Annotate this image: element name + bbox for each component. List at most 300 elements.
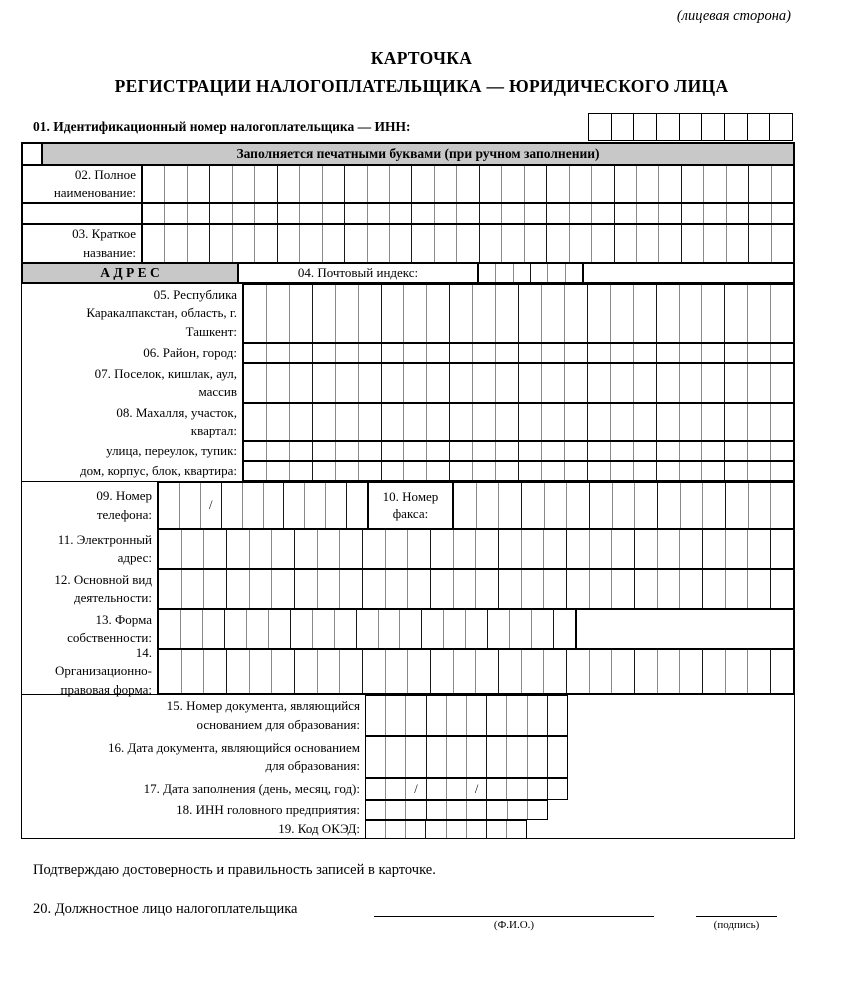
input-cell[interactable] bbox=[724, 285, 747, 342]
input-cell[interactable] bbox=[411, 166, 433, 202]
input-cell[interactable] bbox=[289, 462, 312, 480]
input-cell[interactable] bbox=[543, 570, 566, 608]
input-cell[interactable] bbox=[159, 650, 181, 693]
input-cell[interactable] bbox=[159, 530, 181, 568]
input-cell[interactable] bbox=[289, 364, 312, 402]
input-cell[interactable] bbox=[226, 570, 249, 608]
input-cell[interactable] bbox=[180, 610, 202, 648]
input-cell[interactable] bbox=[358, 344, 381, 362]
input-cell[interactable] bbox=[203, 530, 226, 568]
input-cell[interactable] bbox=[312, 364, 335, 402]
input-cell[interactable] bbox=[486, 821, 506, 838]
input-cell[interactable] bbox=[726, 225, 748, 262]
input-cell[interactable] bbox=[569, 166, 591, 202]
input-cell[interactable] bbox=[403, 364, 426, 402]
input-cell[interactable] bbox=[449, 344, 472, 362]
input-cell[interactable] bbox=[747, 404, 770, 440]
input-cell[interactable] bbox=[472, 285, 495, 342]
input-cell[interactable] bbox=[702, 483, 725, 528]
input-cell[interactable] bbox=[770, 285, 793, 342]
input-cell[interactable] bbox=[403, 442, 426, 460]
input-cell[interactable] bbox=[611, 570, 634, 608]
input-cell[interactable] bbox=[487, 610, 509, 648]
input-cell[interactable] bbox=[530, 264, 547, 282]
input-cell[interactable] bbox=[454, 483, 476, 528]
input-cell[interactable] bbox=[405, 696, 425, 735]
input-cell[interactable] bbox=[566, 530, 589, 568]
input-cell[interactable] bbox=[434, 225, 456, 262]
input-cell[interactable] bbox=[633, 114, 656, 140]
input-cell[interactable] bbox=[771, 166, 793, 202]
input-cell[interactable] bbox=[449, 404, 472, 440]
input-cell[interactable] bbox=[362, 530, 385, 568]
input-cell[interactable] bbox=[611, 650, 634, 693]
input-cell[interactable] bbox=[479, 166, 501, 202]
input-cell[interactable] bbox=[271, 530, 294, 568]
input-cell[interactable] bbox=[456, 204, 478, 223]
input-cell[interactable] bbox=[701, 285, 724, 342]
input-cell[interactable] bbox=[770, 344, 793, 362]
input-cell[interactable] bbox=[466, 696, 486, 735]
input-cell[interactable] bbox=[244, 364, 266, 402]
input-cell[interactable] bbox=[403, 404, 426, 440]
input-cell[interactable] bbox=[335, 462, 358, 480]
input-cell[interactable] bbox=[546, 204, 568, 223]
input-cell[interactable] bbox=[703, 225, 725, 262]
input-cell[interactable] bbox=[411, 204, 433, 223]
input-cell[interactable] bbox=[181, 530, 204, 568]
input-cell[interactable] bbox=[312, 404, 335, 440]
input-cell[interactable] bbox=[289, 344, 312, 362]
input-cell[interactable] bbox=[521, 483, 544, 528]
input-cell[interactable] bbox=[747, 650, 770, 693]
input-cell[interactable] bbox=[143, 225, 164, 262]
input-cell[interactable] bbox=[283, 483, 304, 528]
input-cell[interactable] bbox=[356, 610, 378, 648]
input-cell[interactable] bbox=[547, 737, 567, 777]
input-cell[interactable] bbox=[475, 570, 498, 608]
input-cell[interactable] bbox=[701, 364, 724, 402]
input-cell[interactable] bbox=[322, 225, 344, 262]
input-cell[interactable] bbox=[358, 285, 381, 342]
input-cell[interactable] bbox=[426, 364, 449, 402]
input-cell[interactable] bbox=[495, 462, 518, 480]
input-cell[interactable] bbox=[367, 225, 389, 262]
input-cell[interactable] bbox=[403, 344, 426, 362]
input-cell[interactable] bbox=[358, 442, 381, 460]
input-cell[interactable] bbox=[187, 204, 209, 223]
input-cell[interactable] bbox=[434, 166, 456, 202]
input-cell[interactable] bbox=[486, 696, 506, 735]
input-cell[interactable] bbox=[565, 264, 582, 282]
input-cell[interactable] bbox=[449, 442, 472, 460]
input-cell[interactable] bbox=[389, 204, 411, 223]
input-cell[interactable] bbox=[657, 530, 680, 568]
input-cell[interactable] bbox=[679, 570, 702, 608]
input-cell[interactable] bbox=[226, 650, 249, 693]
input-cell[interactable] bbox=[181, 570, 204, 608]
input-cell[interactable] bbox=[430, 570, 453, 608]
input-cell[interactable] bbox=[143, 166, 164, 202]
input-cell[interactable] bbox=[612, 483, 635, 528]
input-cell[interactable] bbox=[254, 204, 276, 223]
input-cell[interactable] bbox=[701, 442, 724, 460]
input-cell[interactable] bbox=[164, 166, 186, 202]
input-cell[interactable] bbox=[546, 166, 568, 202]
input-cell[interactable] bbox=[472, 404, 495, 440]
input-cell[interactable] bbox=[724, 114, 747, 140]
input-cell[interactable] bbox=[346, 483, 367, 528]
input-cell[interactable] bbox=[335, 285, 358, 342]
input-cell[interactable] bbox=[507, 801, 527, 819]
input-cell[interactable] bbox=[335, 404, 358, 440]
input-cell[interactable] bbox=[242, 483, 263, 528]
input-cell[interactable] bbox=[367, 166, 389, 202]
input-cell[interactable] bbox=[449, 364, 472, 402]
input-cell[interactable] bbox=[521, 530, 544, 568]
input-cell[interactable] bbox=[358, 364, 381, 402]
signature-line[interactable] bbox=[696, 897, 777, 917]
input-cell[interactable] bbox=[339, 570, 362, 608]
input-cell[interactable] bbox=[385, 530, 408, 568]
input-cell[interactable] bbox=[475, 650, 498, 693]
input-cell[interactable] bbox=[449, 285, 472, 342]
input-cell[interactable] bbox=[426, 462, 449, 480]
input-cell[interactable] bbox=[426, 404, 449, 440]
input-cell[interactable] bbox=[289, 285, 312, 342]
input-cell[interactable] bbox=[159, 483, 179, 528]
input-cell[interactable] bbox=[589, 570, 612, 608]
input-cell[interactable] bbox=[724, 404, 747, 440]
input-cell[interactable] bbox=[294, 530, 317, 568]
input-cell[interactable] bbox=[426, 344, 449, 362]
input-cell[interactable] bbox=[244, 344, 266, 362]
input-cell[interactable] bbox=[385, 650, 408, 693]
input-cell[interactable] bbox=[506, 696, 526, 735]
input-cell[interactable] bbox=[702, 570, 725, 608]
input-cell[interactable] bbox=[312, 285, 335, 342]
input-cell[interactable] bbox=[726, 204, 748, 223]
input-cell[interactable] bbox=[748, 166, 770, 202]
input-cell[interactable] bbox=[249, 650, 272, 693]
input-cell[interactable] bbox=[509, 610, 531, 648]
input-cell[interactable] bbox=[143, 204, 164, 223]
input-cell[interactable] bbox=[634, 483, 657, 528]
input-cell[interactable] bbox=[381, 442, 404, 460]
input-cell[interactable] bbox=[425, 821, 445, 838]
input-cell[interactable] bbox=[747, 344, 770, 362]
input-cell[interactable] bbox=[770, 530, 793, 568]
input-cell[interactable] bbox=[681, 166, 703, 202]
input-cell[interactable] bbox=[506, 737, 526, 777]
input-cell[interactable] bbox=[430, 530, 453, 568]
input-cell[interactable] bbox=[339, 530, 362, 568]
input-cell[interactable] bbox=[466, 737, 486, 777]
input-cell[interactable] bbox=[203, 650, 226, 693]
input-cell[interactable] bbox=[589, 530, 612, 568]
input-cell[interactable] bbox=[747, 530, 770, 568]
input-cell[interactable] bbox=[312, 610, 334, 648]
input-cell[interactable] bbox=[527, 696, 547, 735]
input-cell[interactable] bbox=[294, 570, 317, 608]
input-cell[interactable] bbox=[610, 285, 633, 342]
input-cell[interactable] bbox=[403, 285, 426, 342]
input-cell[interactable] bbox=[430, 650, 453, 693]
input-cell[interactable] bbox=[547, 696, 567, 735]
input-cell[interactable] bbox=[770, 570, 793, 608]
input-cell[interactable] bbox=[453, 530, 476, 568]
input-cell[interactable] bbox=[362, 570, 385, 608]
input-cell[interactable] bbox=[658, 204, 680, 223]
input-cell[interactable] bbox=[232, 225, 254, 262]
input-cell[interactable] bbox=[587, 404, 610, 440]
input-cell[interactable] bbox=[524, 166, 546, 202]
input-cell[interactable] bbox=[426, 737, 446, 777]
input-cell[interactable] bbox=[466, 801, 486, 819]
input-cell[interactable] bbox=[446, 696, 466, 735]
input-cell[interactable] bbox=[681, 204, 703, 223]
input-cell[interactable] bbox=[541, 404, 564, 440]
input-cell[interactable] bbox=[701, 114, 724, 140]
input-cell[interactable] bbox=[164, 225, 186, 262]
input-cell[interactable] bbox=[702, 530, 725, 568]
input-cell[interactable] bbox=[541, 285, 564, 342]
input-cell[interactable] bbox=[344, 225, 366, 262]
input-cell[interactable] bbox=[385, 696, 405, 735]
input-cell[interactable] bbox=[486, 737, 506, 777]
input-cell[interactable] bbox=[566, 570, 589, 608]
input-cell[interactable] bbox=[564, 462, 587, 480]
input-cell[interactable] bbox=[366, 821, 385, 838]
input-cell[interactable] bbox=[770, 442, 793, 460]
input-cell[interactable] bbox=[322, 166, 344, 202]
input-cell[interactable] bbox=[748, 225, 770, 262]
input-cell[interactable] bbox=[769, 114, 792, 140]
input-cell[interactable] bbox=[405, 737, 425, 777]
input-cell[interactable] bbox=[277, 225, 299, 262]
input-cell[interactable] bbox=[541, 344, 564, 362]
input-cell[interactable] bbox=[656, 364, 679, 402]
input-cell[interactable] bbox=[209, 166, 231, 202]
input-cell[interactable] bbox=[317, 650, 340, 693]
input-cell[interactable] bbox=[656, 114, 679, 140]
input-cell[interactable] bbox=[479, 264, 495, 282]
input-cell[interactable] bbox=[407, 530, 430, 568]
input-cell[interactable] bbox=[610, 404, 633, 440]
input-cell[interactable] bbox=[254, 225, 276, 262]
input-cell[interactable] bbox=[335, 344, 358, 362]
input-cell[interactable] bbox=[679, 442, 702, 460]
input-cell[interactable] bbox=[381, 404, 404, 440]
input-cell[interactable] bbox=[656, 442, 679, 460]
input-cell[interactable] bbox=[725, 530, 748, 568]
input-cell[interactable] bbox=[501, 225, 523, 262]
input-cell[interactable] bbox=[299, 166, 321, 202]
input-cell[interactable] bbox=[724, 364, 747, 402]
input-cell[interactable] bbox=[748, 204, 770, 223]
input-cell[interactable] bbox=[385, 821, 405, 838]
input-cell[interactable] bbox=[611, 114, 634, 140]
input-cell[interactable] bbox=[456, 225, 478, 262]
input-cell[interactable] bbox=[266, 404, 289, 440]
input-cell[interactable] bbox=[476, 483, 499, 528]
input-cell[interactable] bbox=[465, 610, 487, 648]
input-cell[interactable] bbox=[426, 779, 446, 799]
input-cell[interactable] bbox=[246, 610, 268, 648]
input-cell[interactable] bbox=[543, 650, 566, 693]
input-cell[interactable] bbox=[159, 610, 180, 648]
input-cell[interactable] bbox=[518, 344, 541, 362]
input-cell[interactable] bbox=[495, 285, 518, 342]
input-cell[interactable] bbox=[495, 264, 512, 282]
input-cell[interactable] bbox=[679, 344, 702, 362]
input-cell[interactable] bbox=[498, 530, 521, 568]
input-cell[interactable] bbox=[407, 570, 430, 608]
input-cell[interactable] bbox=[339, 650, 362, 693]
input-cell[interactable] bbox=[164, 204, 186, 223]
input-cell[interactable] bbox=[747, 570, 770, 608]
input-cell[interactable] bbox=[479, 204, 501, 223]
input-cell[interactable] bbox=[636, 166, 658, 202]
input-cell[interactable] bbox=[358, 462, 381, 480]
input-cell[interactable] bbox=[498, 483, 521, 528]
input-cell[interactable] bbox=[564, 344, 587, 362]
input-cell[interactable] bbox=[506, 821, 526, 838]
input-cell[interactable] bbox=[378, 610, 400, 648]
input-cell[interactable] bbox=[506, 779, 526, 799]
input-cell[interactable] bbox=[541, 442, 564, 460]
input-cell[interactable] bbox=[633, 462, 656, 480]
input-cell[interactable] bbox=[633, 404, 656, 440]
input-cell[interactable] bbox=[656, 285, 679, 342]
input-cell[interactable] bbox=[312, 462, 335, 480]
input-cell[interactable] bbox=[254, 166, 276, 202]
input-cell[interactable] bbox=[725, 483, 748, 528]
input-cell[interactable] bbox=[658, 225, 680, 262]
input-cell[interactable] bbox=[399, 610, 421, 648]
input-cell[interactable] bbox=[611, 530, 634, 568]
input-cell[interactable] bbox=[367, 204, 389, 223]
input-cell[interactable] bbox=[486, 801, 506, 819]
input-cell[interactable] bbox=[486, 779, 506, 799]
input-cell[interactable] bbox=[385, 779, 405, 799]
input-cell[interactable] bbox=[518, 364, 541, 402]
input-cell[interactable] bbox=[770, 364, 793, 402]
input-cell[interactable] bbox=[587, 344, 610, 362]
input-cell[interactable] bbox=[591, 204, 613, 223]
input-cell[interactable] bbox=[747, 285, 770, 342]
input-cell[interactable] bbox=[518, 462, 541, 480]
input-cell[interactable] bbox=[587, 285, 610, 342]
input-cell[interactable] bbox=[679, 462, 702, 480]
input-cell[interactable] bbox=[589, 483, 612, 528]
input-cell[interactable] bbox=[679, 650, 702, 693]
input-cell[interactable] bbox=[426, 285, 449, 342]
input-cell[interactable] bbox=[479, 225, 501, 262]
input-cell[interactable] bbox=[277, 166, 299, 202]
input-cell[interactable] bbox=[524, 225, 546, 262]
input-cell[interactable] bbox=[344, 166, 366, 202]
input-cell[interactable] bbox=[591, 225, 613, 262]
input-cell[interactable] bbox=[434, 204, 456, 223]
input-cell[interactable] bbox=[680, 483, 703, 528]
input-cell[interactable] bbox=[747, 114, 770, 140]
input-cell[interactable] bbox=[322, 204, 344, 223]
input-cell[interactable] bbox=[518, 285, 541, 342]
input-cell[interactable] bbox=[634, 570, 657, 608]
input-cell[interactable] bbox=[226, 530, 249, 568]
input-cell[interactable] bbox=[679, 114, 702, 140]
input-cell[interactable] bbox=[456, 166, 478, 202]
input-cell[interactable] bbox=[770, 462, 793, 480]
input-cell[interactable] bbox=[770, 404, 793, 440]
input-cell[interactable] bbox=[521, 570, 544, 608]
input-cell[interactable] bbox=[312, 344, 335, 362]
input-cell[interactable] bbox=[702, 650, 725, 693]
input-cell[interactable] bbox=[566, 650, 589, 693]
input-cell[interactable] bbox=[547, 264, 564, 282]
input-cell[interactable] bbox=[633, 285, 656, 342]
input-cell[interactable] bbox=[589, 114, 611, 140]
input-cell[interactable] bbox=[362, 650, 385, 693]
input-cell[interactable] bbox=[411, 225, 433, 262]
input-cell[interactable] bbox=[472, 364, 495, 402]
input-cell[interactable] bbox=[518, 442, 541, 460]
input-cell[interactable] bbox=[495, 404, 518, 440]
input-cell[interactable] bbox=[724, 462, 747, 480]
input-cell[interactable] bbox=[277, 204, 299, 223]
input-cell[interactable] bbox=[747, 462, 770, 480]
input-cell[interactable] bbox=[726, 166, 748, 202]
input-cell[interactable] bbox=[266, 285, 289, 342]
input-cell[interactable] bbox=[335, 442, 358, 460]
input-cell[interactable] bbox=[521, 650, 544, 693]
input-cell[interactable] bbox=[385, 570, 408, 608]
input-cell[interactable] bbox=[294, 650, 317, 693]
input-cell[interactable] bbox=[263, 483, 284, 528]
input-cell[interactable] bbox=[569, 204, 591, 223]
input-cell[interactable] bbox=[587, 364, 610, 402]
input-cell[interactable] bbox=[634, 530, 657, 568]
input-cell[interactable] bbox=[547, 779, 567, 799]
input-cell[interactable] bbox=[266, 344, 289, 362]
input-cell[interactable] bbox=[289, 404, 312, 440]
input-cell[interactable] bbox=[636, 225, 658, 262]
input-cell[interactable] bbox=[209, 204, 231, 223]
input-cell[interactable] bbox=[657, 483, 680, 528]
input-cell[interactable] bbox=[221, 483, 242, 528]
input-cell[interactable] bbox=[472, 442, 495, 460]
input-cell[interactable] bbox=[544, 483, 567, 528]
input-cell[interactable] bbox=[541, 364, 564, 402]
input-cell[interactable] bbox=[747, 442, 770, 460]
input-cell[interactable] bbox=[501, 166, 523, 202]
input-cell[interactable] bbox=[335, 364, 358, 402]
input-cell[interactable] bbox=[453, 650, 476, 693]
input-cell[interactable] bbox=[366, 801, 385, 819]
input-cell[interactable] bbox=[299, 225, 321, 262]
input-cell[interactable] bbox=[527, 737, 547, 777]
input-cell[interactable] bbox=[531, 610, 553, 648]
input-cell[interactable] bbox=[770, 650, 793, 693]
input-cell[interactable] bbox=[421, 610, 443, 648]
input-cell[interactable] bbox=[524, 204, 546, 223]
input-cell[interactable] bbox=[381, 344, 404, 362]
input-cell[interactable] bbox=[495, 442, 518, 460]
input-cell[interactable] bbox=[358, 404, 381, 440]
input-cell[interactable] bbox=[472, 344, 495, 362]
input-cell[interactable] bbox=[703, 204, 725, 223]
